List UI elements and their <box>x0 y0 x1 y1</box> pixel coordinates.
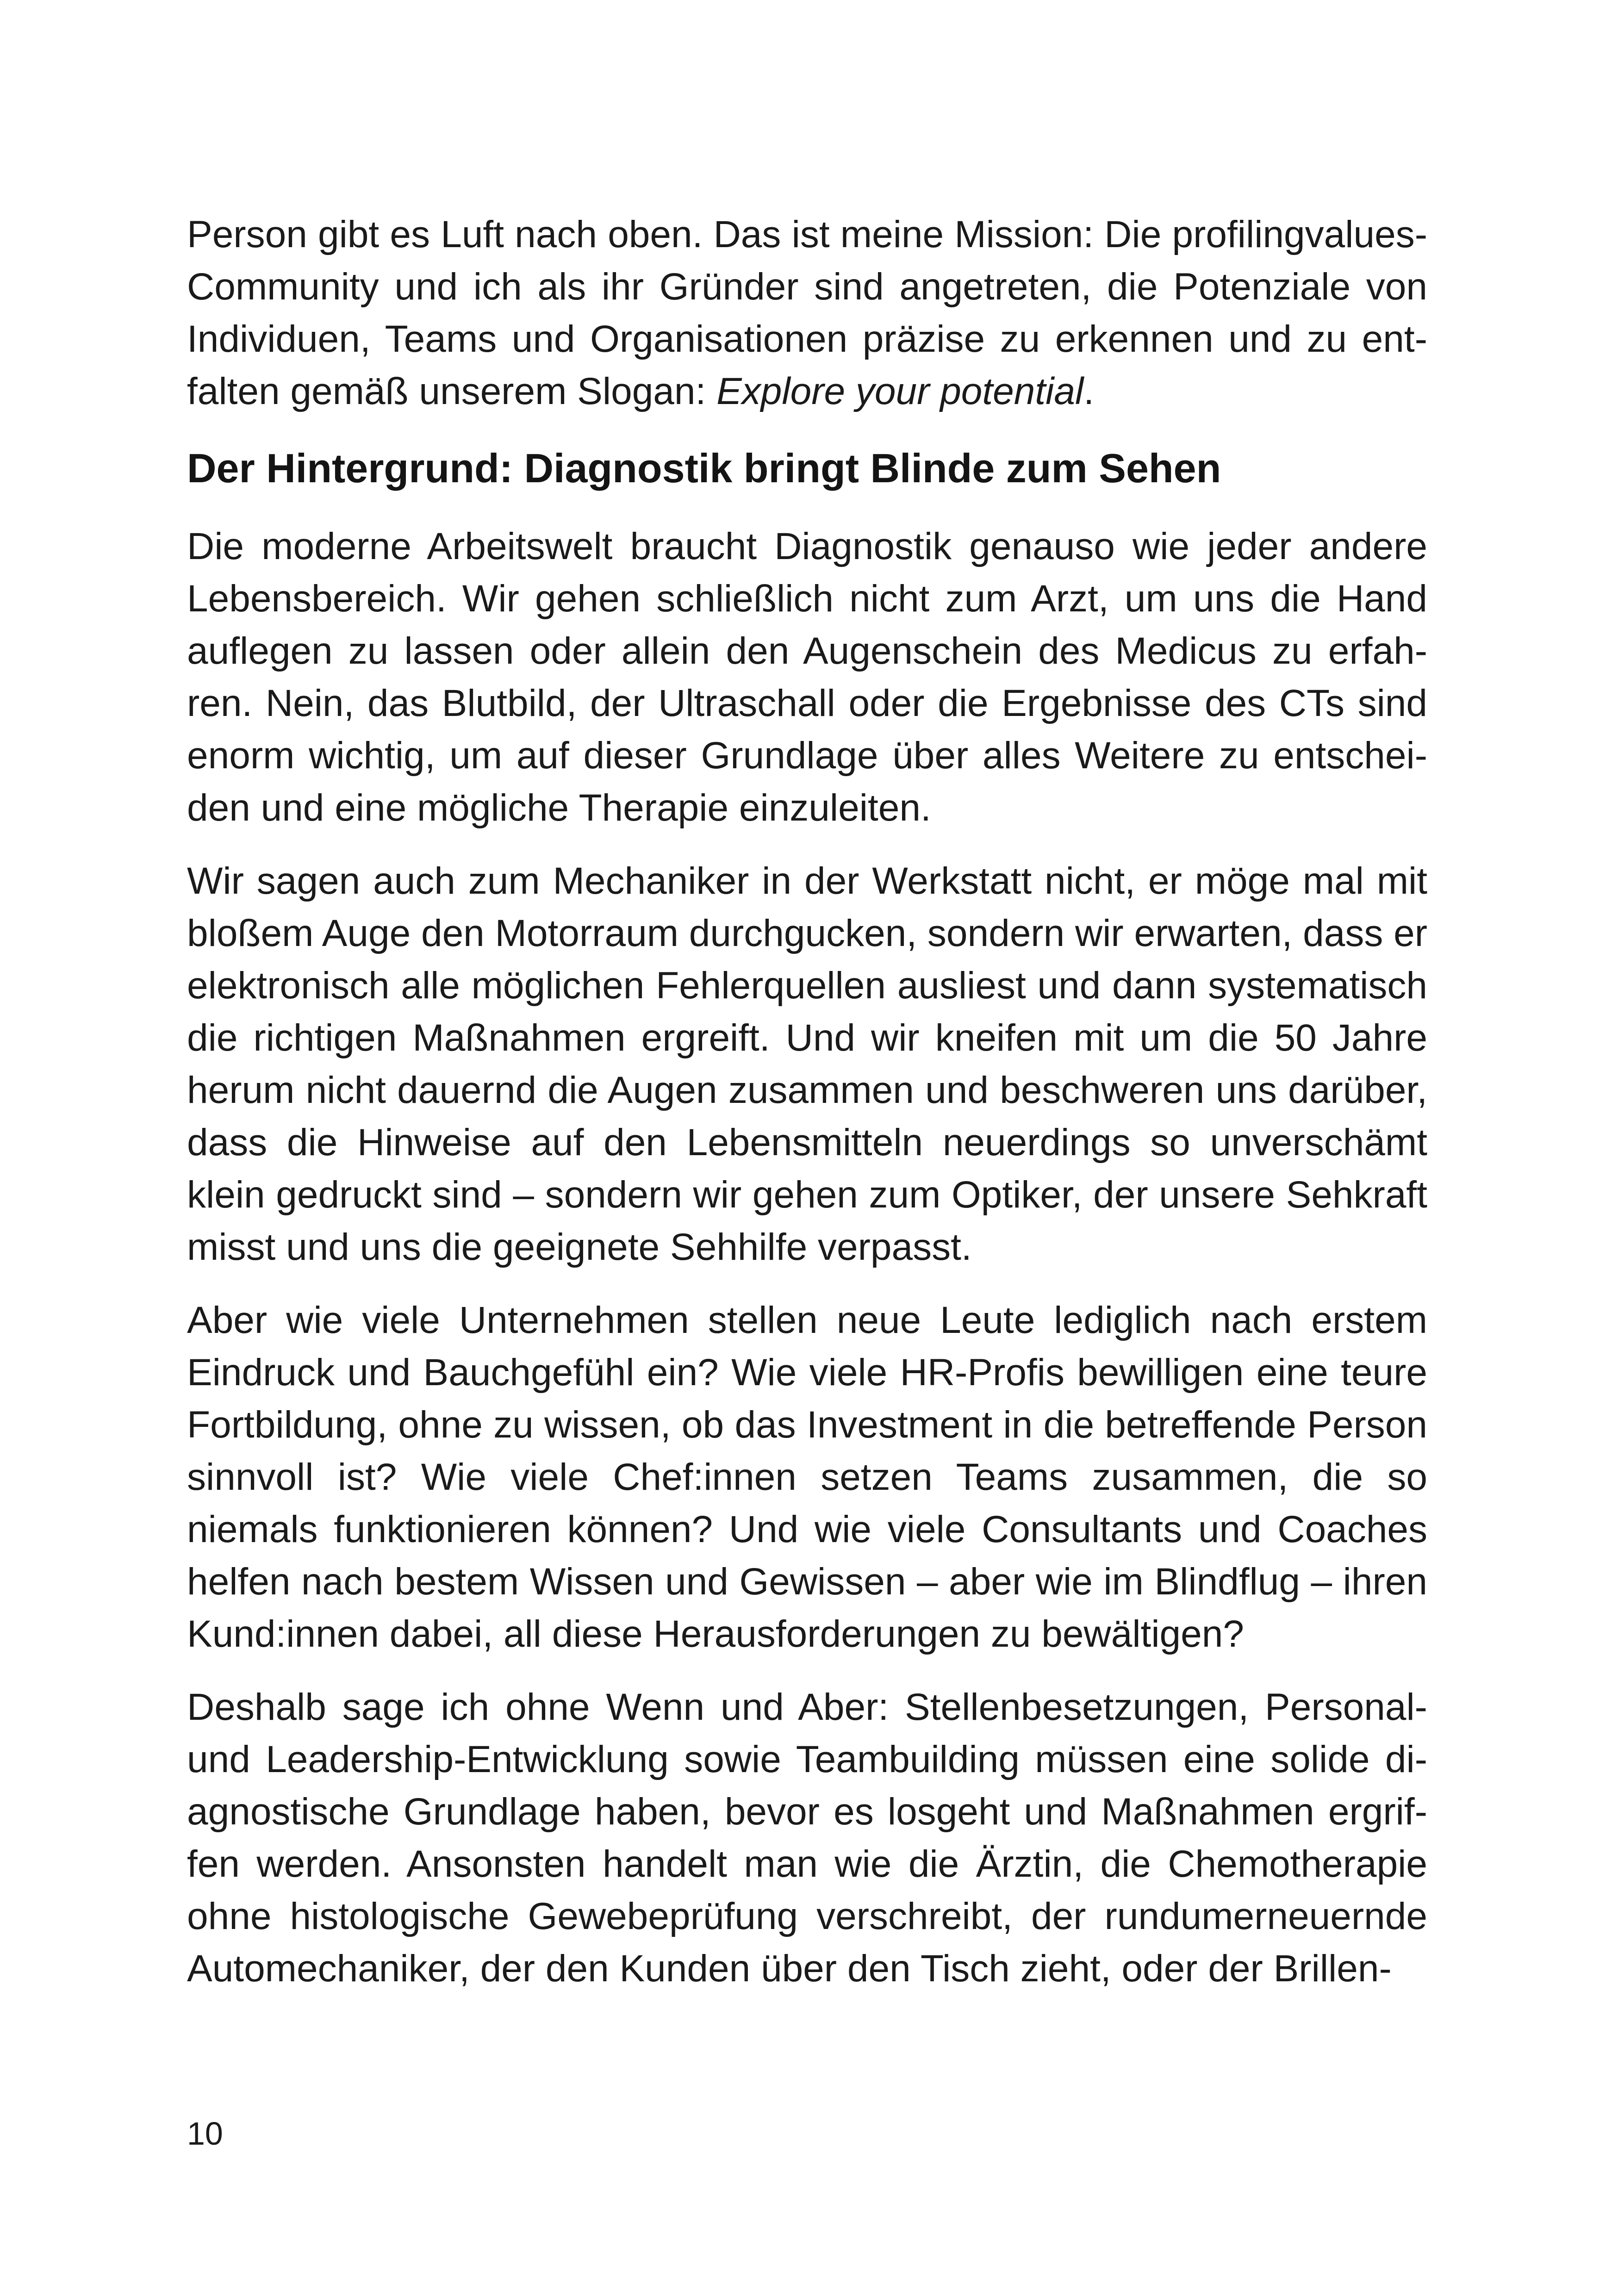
paragraph-deshalb: Deshalb sage ich ohne Wenn und Aber: Stellenbesetzungen, Personal- und Leadership-Entwicklung sowie Teambuilding müssen eine solide diagnostische Grundlage haben, bevor es losgeht und Maßnahmen ergriffen werden. Ansonsten handelt man wie die Ärztin, die Chemotherapie ohne histologische Gewebeprüfung verschreibt, der rundumerneuernde Automechaniker, der den Kunden über den Tisch zieht, oder der Brillen- <box>187 1686 1427 1990</box>
section-heading: Der Hintergrund: Diagnostik bringt Blinde zum Sehen <box>187 445 1221 491</box>
intro-text-before: Person gibt es Luft nach oben. Das ist meine Mission: Die profilingvalues-Community und ich als ihr Gründer sind angetreten, die Potenziale von Individuen, Teams und Organisationen präzise zu erkennen und zu entfalten gemäß unserem Slogan: <box>187 213 1427 412</box>
paragraph-diagnostik: Die moderne Arbeitswelt braucht Diagnostik genauso wie jeder andere Lebensbereich. Wir gehen schließlich nicht zum Arzt, um uns die Hand auflegen zu lassen oder allein den Augenschein des Medicus zu erfahren. Nein, das Blutbild, der Ultraschall oder die Ergebnisse des CTs sind enorm wichtig, um auf dieser Grundlage über alles Weitere zu entscheiden und eine mögliche Therapie einzuleiten. <box>187 525 1427 829</box>
intro-text-after: . <box>1083 370 1095 412</box>
page-number: 10 <box>187 2116 223 2152</box>
text-block <box>187 208 1427 2016</box>
intro-paragraph <box>187 208 1427 417</box>
paragraph-unternehmen: Aber wie viele Unternehmen stellen neue Leute lediglich nach erstem Eindruck und Bauchgefühl ein? Wie viele HR-Profis bewilligen eine teure Fortbildung, ohne zu wissen, ob das Investment in die betreffende Person sinnvoll ist? Wie viele Chef:innen setzen Teams zusammen, die so niemals funktionieren können? Und wie viele Consultants und Coaches helfen nach bestem Wissen und Gewissen – aber wie im Blindflug – ihren Kund:innen dabei, all diese Herausforderungen zu bewältigen? <box>187 1299 1427 1655</box>
paragraph-mechaniker: Wir sagen auch zum Mechaniker in der Werkstatt nicht, er möge mal mit bloßem Auge den Motorraum durchgucken, sondern wir erwarten, dass er elektronisch alle möglichen Fehlerquellen ausliest und dann systematisch die richtigen Maßnahmen ergreift. Und wir kneifen mit um die 50 Jahre herum nicht dauernd die Augen zusammen und beschweren uns darüber, dass die Hinweise auf den Lebensmitteln neuerdings so unverschämt klein gedruckt sind – sondern wir gehen zum Optiker, der unsere Sehkraft misst und uns die geeignete Sehhilfe verpasst. <box>187 860 1428 1268</box>
slogan: Explore your potential <box>716 370 1084 412</box>
